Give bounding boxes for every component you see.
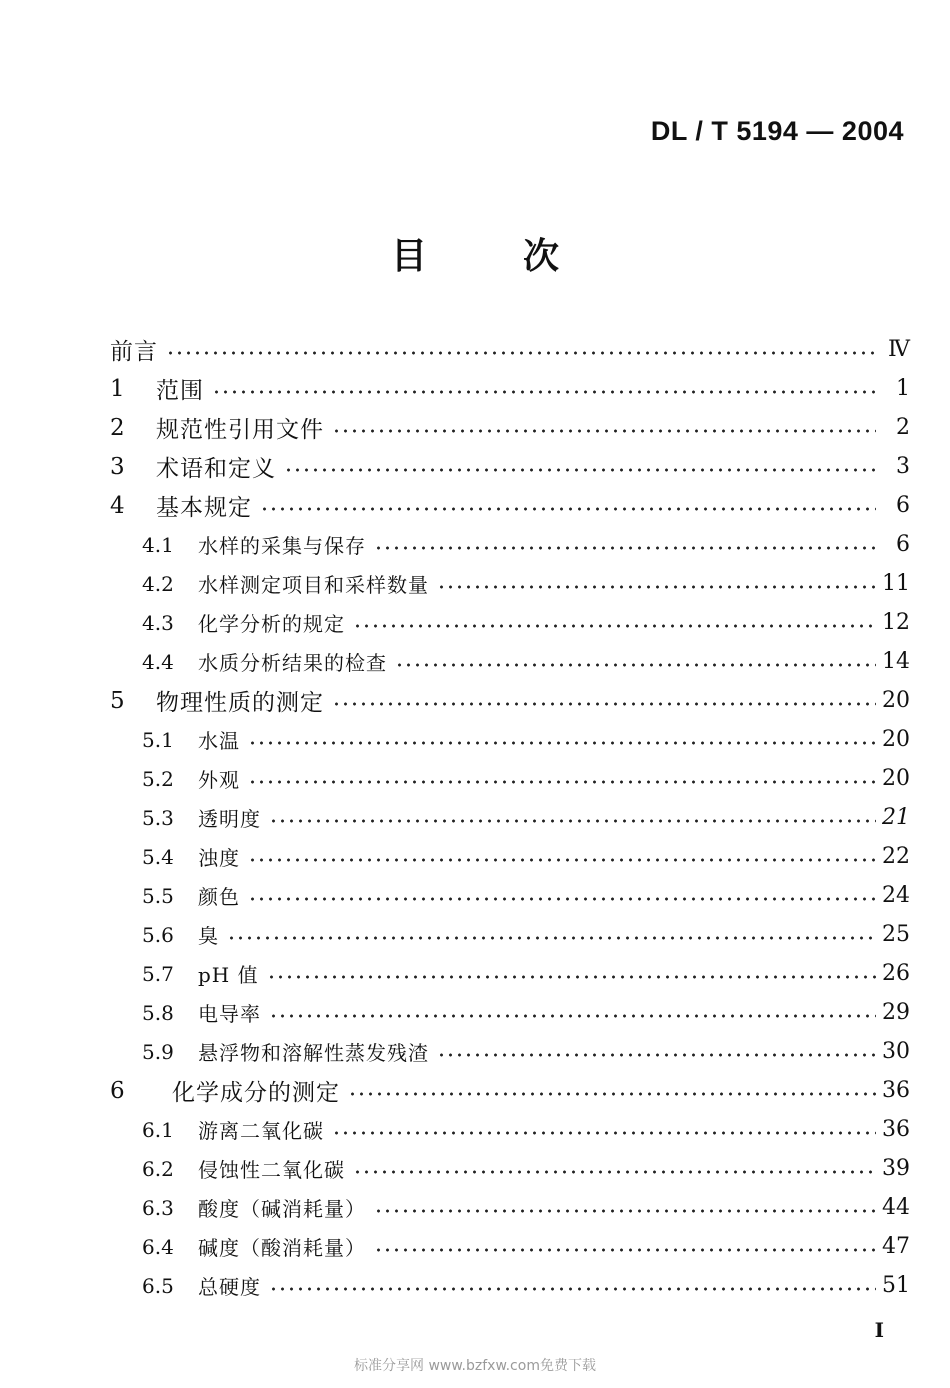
toc-entry[interactable] [110, 681, 910, 720]
toc-entry[interactable] [110, 1188, 910, 1227]
toc-entry[interactable] [110, 369, 910, 408]
table-of-contents [110, 330, 910, 1305]
toc-entry-title: 化学分析的规定 [198, 612, 345, 636]
toc-entry-title: pH 值 [198, 963, 259, 987]
toc-entry-page: 36 [882, 1117, 910, 1142]
toc-entry-number: 6.1 [142, 1117, 174, 1142]
dot-leader [248, 741, 876, 745]
toc-entry-title: 化学成分的测定 [172, 1080, 340, 1106]
toc-entry[interactable] [110, 447, 910, 486]
dot-leader [284, 468, 876, 472]
toc-entry-number: 3 [110, 453, 125, 480]
toc-entry[interactable] [110, 837, 910, 876]
dot-leader [395, 663, 876, 667]
toc-entry-title: 颜色 [198, 885, 240, 909]
toc-entry[interactable] [110, 642, 910, 681]
toc-entry-number: 4.1 [142, 532, 174, 557]
toc-entry-number: 6.4 [142, 1234, 174, 1259]
toc-entry[interactable] [110, 915, 910, 954]
toc-entry-page: 36 [882, 1078, 910, 1103]
dot-leader [332, 702, 876, 706]
toc-entry-title: 总硬度 [198, 1275, 261, 1299]
toc-entry-title: 浊度 [198, 846, 240, 870]
toc-entry-number: 5 [110, 687, 125, 714]
dot-leader [332, 1131, 876, 1135]
dot-leader [248, 858, 876, 862]
toc-entry-page: 29 [882, 1000, 910, 1025]
toc-entry-number: 5.2 [142, 766, 174, 791]
toc-entry-number: 6 [110, 1077, 125, 1104]
dot-leader [212, 390, 876, 394]
toc-entry-title: 碱度（酸消耗量） [198, 1236, 366, 1260]
toc-entry-number: 5.9 [142, 1039, 174, 1064]
toc-entry-title: 悬浮物和溶解性蒸发残渣 [198, 1041, 429, 1065]
toc-entry-number: 5.5 [142, 883, 174, 908]
toc-entry-page: 26 [882, 961, 910, 986]
toc-entry-page: 1 [896, 376, 910, 401]
dot-leader [166, 351, 876, 355]
toc-entry-title: 水质分析结果的检查 [198, 651, 387, 675]
toc-entry-page: 20 [882, 688, 910, 713]
toc-entry-number: 4.3 [142, 610, 174, 635]
toc-entry-page: 11 [882, 571, 910, 596]
toc-entry-number: 5.4 [142, 844, 174, 869]
toc-entry-page: 20 [882, 727, 910, 752]
toc-entry-page: 6 [896, 532, 910, 557]
toc-entry-number: 5.1 [142, 727, 174, 752]
watermark: 标准分享网 www.bzfxw.com免费下载 [354, 1358, 596, 1374]
dot-leader [269, 1287, 876, 1291]
toc-entry-page: 25 [882, 922, 910, 947]
dot-leader [260, 507, 876, 511]
toc-entry-title: 透明度 [198, 807, 261, 831]
toc-entry-page: 14 [882, 649, 910, 674]
toc-entry-title: 基本规定 [156, 495, 252, 521]
toc-entry[interactable] [110, 330, 910, 369]
toc-entry-number: 4 [110, 492, 125, 519]
toc-entry-number: 6.2 [142, 1156, 174, 1181]
toc-entry-number: 4.2 [142, 571, 174, 596]
document-code: DL / T 5194 — 2004 [650, 116, 904, 146]
toc-entry-title: 水样的采集与保存 [198, 534, 366, 558]
toc-entry[interactable] [110, 603, 910, 642]
toc-entry-title: 范围 [156, 378, 204, 404]
toc-entry-page: 47 [882, 1234, 910, 1259]
dot-leader [269, 819, 876, 823]
toc-entry-title: 酸度（碱消耗量） [198, 1197, 366, 1221]
toc-entry-page: 51 [882, 1273, 910, 1298]
toc-entry-page: 30 [882, 1039, 910, 1064]
toc-entry[interactable] [110, 798, 910, 837]
dot-leader [248, 780, 876, 784]
dot-leader [348, 1092, 876, 1096]
toc-entry-title: 物理性质的测定 [156, 690, 324, 716]
dot-leader [269, 1014, 876, 1018]
toc-entry[interactable] [110, 1266, 910, 1305]
toc-entry[interactable] [110, 1149, 910, 1188]
dot-leader [353, 624, 876, 628]
toc-entry-page: 3 [896, 454, 910, 479]
toc-entry-title: 臭 [198, 924, 219, 948]
dot-leader [227, 936, 876, 940]
toc-entry[interactable] [110, 1032, 910, 1071]
dot-leader [374, 1209, 876, 1213]
toc-entry-number: 2 [110, 414, 125, 441]
toc-entry[interactable] [110, 993, 910, 1032]
page-number: I [874, 1318, 884, 1342]
toc-entry-title: 电导率 [198, 1002, 261, 1026]
toc-entry-page: 6 [896, 493, 910, 518]
toc-entry-number: 6.5 [142, 1273, 174, 1298]
toc-entry-page: 24 [882, 883, 910, 908]
toc-entry-title: 水温 [198, 729, 240, 753]
toc-entry[interactable] [110, 564, 910, 603]
toc-entry-number: 6.3 [142, 1195, 174, 1220]
dot-leader [353, 1170, 876, 1174]
toc-entry[interactable] [110, 1071, 910, 1110]
dot-leader [437, 585, 876, 589]
toc-entry[interactable] [110, 876, 910, 915]
toc-entry-number: 1 [110, 375, 125, 402]
dot-leader [332, 429, 876, 433]
toc-entry-number: 5.6 [142, 922, 174, 947]
dot-leader [374, 1248, 876, 1252]
page-title [0, 228, 950, 279]
toc-entry-number: 5.8 [142, 1000, 174, 1025]
toc-entry-title: 规范性引用文件 [156, 417, 324, 443]
dot-leader [437, 1053, 876, 1057]
title-char-1: 目 [390, 236, 427, 277]
toc-entry-page: 12 [882, 610, 910, 635]
toc-entry-title: 术语和定义 [156, 456, 276, 482]
toc-entry[interactable] [110, 408, 910, 447]
dot-leader [267, 975, 876, 979]
toc-entry[interactable] [110, 1110, 910, 1149]
toc-entry-page: 22 [882, 844, 910, 869]
toc-entry-title: 侵蚀性二氧化碳 [198, 1158, 345, 1182]
dot-leader [248, 897, 876, 901]
title-char-2: 次 [523, 236, 560, 277]
toc-entry-page: 39 [882, 1156, 910, 1181]
toc-entry[interactable] [110, 720, 910, 759]
toc-entry-title: 前言 [110, 339, 158, 365]
toc-entry[interactable] [110, 486, 910, 525]
toc-entry-number: 5.7 [142, 961, 174, 986]
toc-entry[interactable] [110, 759, 910, 798]
dot-leader [374, 546, 876, 550]
toc-entry-page: Ⅳ [888, 337, 910, 362]
toc-entry-page: 44 [882, 1195, 910, 1220]
toc-entry-title: 游离二氧化碳 [198, 1119, 324, 1143]
toc-entry-title: 水样测定项目和采样数量 [198, 573, 429, 597]
toc-entry-page: 20 [882, 766, 910, 791]
toc-entry-page: 2 [896, 415, 910, 440]
toc-entry-number: 5.3 [142, 805, 174, 830]
toc-entry[interactable] [110, 954, 910, 993]
toc-entry-number: 4.4 [142, 649, 174, 674]
toc-entry-page: 21 [882, 805, 910, 830]
toc-entry[interactable] [110, 1227, 910, 1266]
toc-entry[interactable] [110, 525, 910, 564]
toc-entry-title: 外观 [198, 768, 240, 792]
